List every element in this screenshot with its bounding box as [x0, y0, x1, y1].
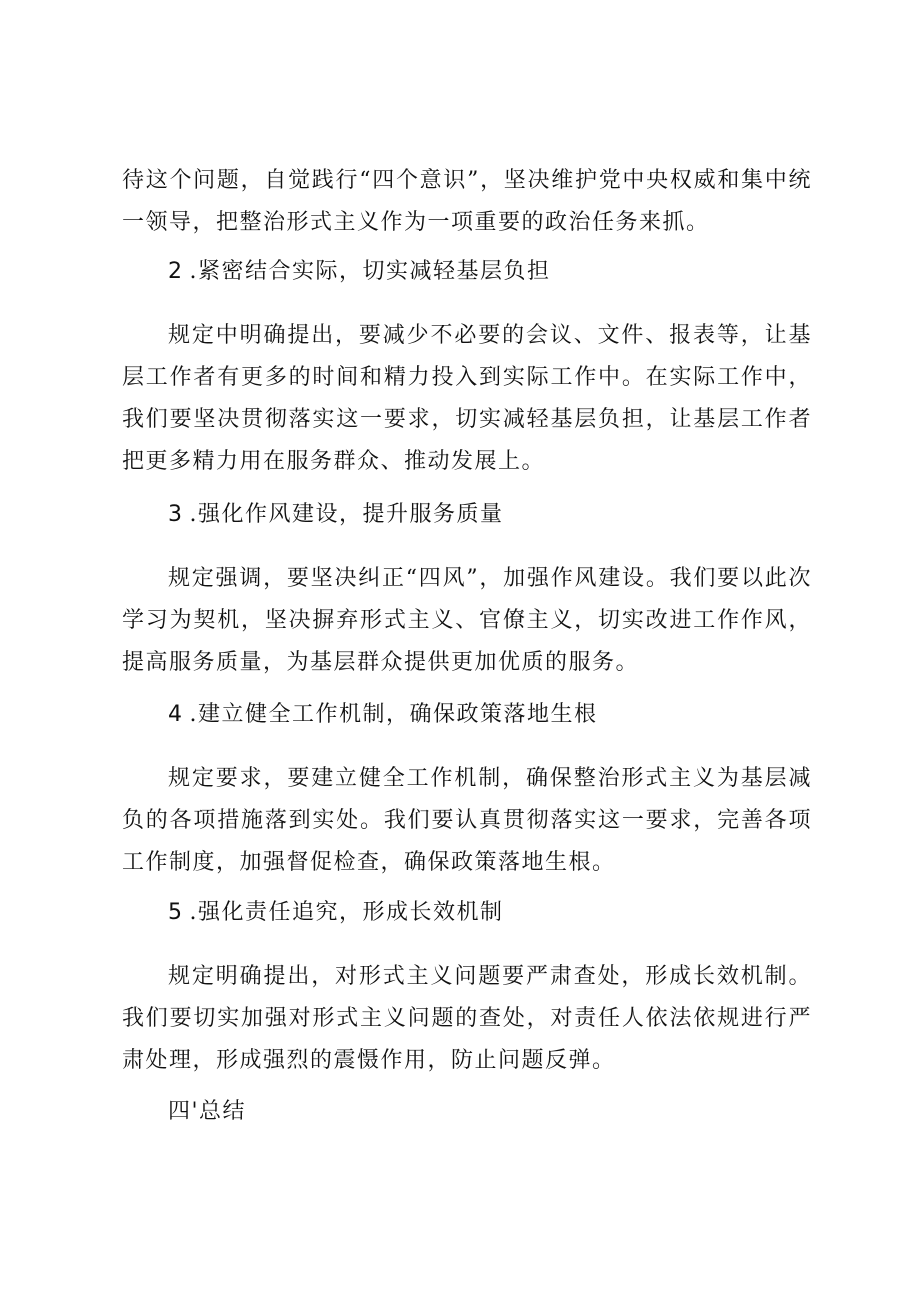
paragraph-intro: 待这个问题，自觉践行“四个意识”，坚决维护党中央权威和集中统一领导，把整治形式主义作为一项重要的政治任务来抓。	[122, 168, 812, 235]
heading-4	[168, 700, 808, 730]
heading-2	[168, 257, 808, 287]
heading-text: .强化作风建设，提升服务质量	[189, 502, 504, 527]
heading-text: .建立健全工作机制，确保政策落地生根	[189, 702, 598, 727]
paragraph-5: 规定明确提出，对形式主义问题要严肃查处，形成长效机制。我们要切实加强对形式主义问题的查处，对责任人依法依规进行严肃处理，形成强烈的震慑作用，防止问题反弹。	[122, 964, 812, 1073]
section-title: 四'总结	[168, 1099, 247, 1124]
heading-number: 4	[168, 702, 184, 727]
heading-3	[168, 500, 808, 530]
heading-number: 3	[168, 502, 184, 527]
heading-text: .强化责任追究，形成长效机制	[189, 900, 504, 925]
paragraph-2: 规定中明确提出，要减少不必要的会议、文件、报表等，让基层工作者有更多的时间和精力投入到实际工作中。在实际工作中，我们要坚决贯彻落实这一要求，切实减轻基层负担，让基层工作者把更多精力用在服务群众、推动发展上。	[122, 323, 812, 474]
paragraph-3: 规定强调，要坚决纠正“四风”，加强作风建设。我们要以此次学习为契机，坚决摒弃形式主义、官僚主义，切实改进工作作风，提高服务质量，为基层群众提供更加优质的服务。	[122, 566, 812, 675]
heading-number: 5	[168, 900, 184, 925]
heading-text: .紧密结合实际，切实减轻基层负担	[189, 259, 551, 284]
heading-number: 2	[168, 259, 184, 284]
paragraph-4: 规定要求，要建立健全工作机制，确保整治形式主义为基层减负的各项措施落到实处。我们要认真贯彻落实这一要求，完善各项工作制度，加强督促检查，确保政策落地生根。	[122, 766, 812, 875]
heading-5	[168, 898, 808, 928]
